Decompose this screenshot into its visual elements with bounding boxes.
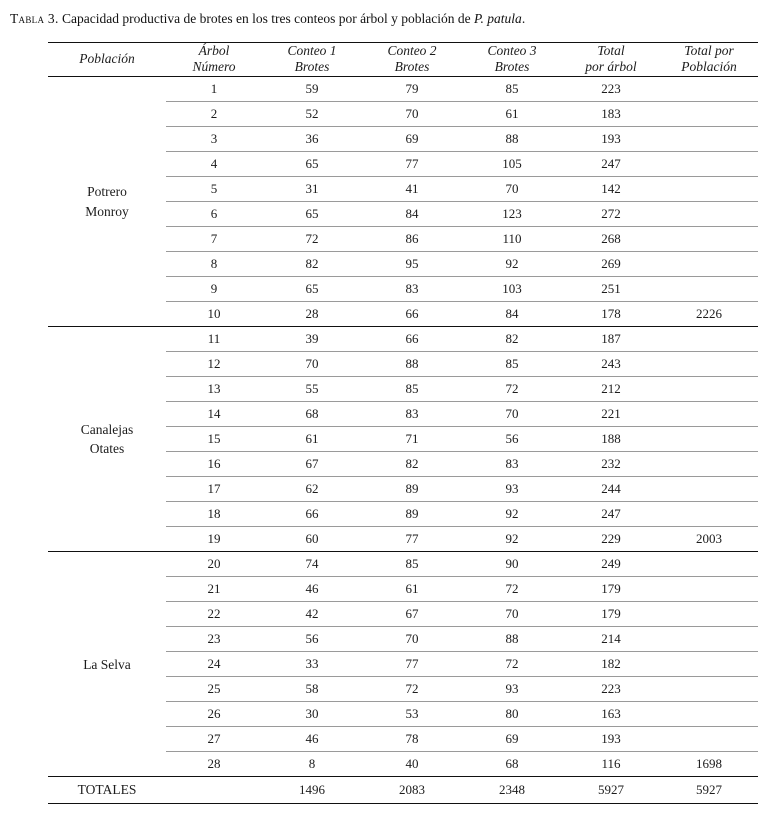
cell-total-poblacion: [660, 327, 758, 352]
cell-conteo1: 36: [262, 127, 362, 152]
cell-total-arbol: 116: [562, 752, 660, 777]
cell-conteo1: 52: [262, 102, 362, 127]
cell-conteo1: 65: [262, 152, 362, 177]
cell-arbol: 6: [166, 202, 262, 227]
population-name-l2: Otates: [89, 441, 125, 457]
cell-total-poblacion: [660, 277, 758, 302]
col-header-conteo1-l1: Conteo 1: [287, 42, 337, 58]
cell-total-arbol: 223: [562, 77, 660, 102]
cell-arbol: 20: [166, 552, 262, 577]
cell-total-poblacion: [660, 177, 758, 202]
table-row: [48, 552, 758, 577]
cell-conteo1: 62: [262, 477, 362, 502]
cell-arbol: 2: [166, 102, 262, 127]
cell-conteo3: 92: [462, 502, 562, 527]
cell-conteo1: 55: [262, 377, 362, 402]
cell-total-arbol: 232: [562, 452, 660, 477]
cell-total-arbol: 188: [562, 427, 660, 452]
col-header-arbol-l2: Número: [192, 59, 236, 75]
cell-total-arbol: 272: [562, 202, 660, 227]
cell-conteo3: 88: [462, 127, 562, 152]
cell-total-poblacion: 2003: [660, 527, 758, 552]
cell-conteo1: 68: [262, 402, 362, 427]
cell-arbol: 12: [166, 352, 262, 377]
population-name-l1: Potrero: [87, 184, 127, 200]
cell-conteo1: 31: [262, 177, 362, 202]
caption-label: Tabla 3.: [10, 11, 59, 26]
cell-arbol: 10: [166, 302, 262, 327]
cell-total-arbol: 179: [562, 602, 660, 627]
cell-conteo3: 72: [462, 377, 562, 402]
table-caption: [0, 10, 765, 28]
population-cell-1: [48, 77, 166, 327]
totals-conteo2: 2083: [362, 777, 462, 804]
cell-conteo3: 93: [462, 677, 562, 702]
cell-conteo2: 78: [362, 727, 462, 752]
cell-total-poblacion: [660, 127, 758, 152]
cell-total-arbol: 212: [562, 377, 660, 402]
caption-text-before: Capacidad productiva de brotes en los tres conteos por árbol y población de: [58, 11, 475, 26]
col-header-conteo1-l2: Brotes: [294, 59, 330, 75]
cell-conteo3: 72: [462, 652, 562, 677]
cell-conteo2: 66: [362, 302, 462, 327]
cell-total-poblacion: [660, 727, 758, 752]
cell-conteo2: 95: [362, 252, 462, 277]
cell-conteo3: 85: [462, 352, 562, 377]
cell-conteo2: 70: [362, 627, 462, 652]
col-header-conteo1: [262, 42, 362, 77]
cell-conteo1: 42: [262, 602, 362, 627]
cell-conteo2: 82: [362, 452, 462, 477]
cell-arbol: 14: [166, 402, 262, 427]
cell-arbol: 11: [166, 327, 262, 352]
cell-total-arbol: 223: [562, 677, 660, 702]
col-header-total-poblacion-l2: Población: [681, 59, 737, 75]
cell-conteo3: 103: [462, 277, 562, 302]
cell-arbol: 9: [166, 277, 262, 302]
cell-arbol: 18: [166, 502, 262, 527]
cell-conteo1: 82: [262, 252, 362, 277]
cell-total-poblacion: [660, 252, 758, 277]
cell-conteo2: 77: [362, 527, 462, 552]
cell-arbol: 27: [166, 727, 262, 752]
cell-arbol: 28: [166, 752, 262, 777]
cell-conteo1: 70: [262, 352, 362, 377]
cell-total-arbol: 193: [562, 127, 660, 152]
cell-conteo2: 85: [362, 552, 462, 577]
cell-total-poblacion: [660, 102, 758, 127]
cell-total-arbol: 163: [562, 702, 660, 727]
cell-arbol: 23: [166, 627, 262, 652]
table-head: [48, 42, 758, 77]
cell-conteo2: 40: [362, 752, 462, 777]
cell-total-poblacion: [660, 552, 758, 577]
cell-conteo2: 86: [362, 227, 462, 252]
cell-conteo3: 70: [462, 177, 562, 202]
cell-conteo3: 93: [462, 477, 562, 502]
col-header-poblacion: [48, 42, 166, 77]
cell-arbol: 21: [166, 577, 262, 602]
cell-conteo3: 85: [462, 77, 562, 102]
cell-total-poblacion: [660, 427, 758, 452]
col-header-total-poblacion-l1: Total por: [684, 42, 734, 58]
col-header-conteo2-l2: Brotes: [394, 59, 430, 75]
cell-total-arbol: 182: [562, 652, 660, 677]
cell-conteo2: 53: [362, 702, 462, 727]
cell-conteo2: 71: [362, 427, 462, 452]
cell-arbol: 22: [166, 602, 262, 627]
cell-arbol: 13: [166, 377, 262, 402]
cell-total-poblacion: [660, 677, 758, 702]
col-header-total-arbol-l1: Total: [597, 42, 625, 58]
cell-conteo3: 72: [462, 577, 562, 602]
cell-conteo2: 61: [362, 577, 462, 602]
cell-conteo3: 70: [462, 602, 562, 627]
cell-total-poblacion: [660, 477, 758, 502]
cell-total-arbol: 183: [562, 102, 660, 127]
cell-conteo2: 70: [362, 102, 462, 127]
cell-total-poblacion: [660, 702, 758, 727]
totals-row: [48, 777, 758, 804]
cell-conteo3: 92: [462, 527, 562, 552]
cell-total-poblacion: [660, 602, 758, 627]
cell-conteo1: 8: [262, 752, 362, 777]
cell-conteo1: 56: [262, 627, 362, 652]
cell-total-poblacion: [660, 377, 758, 402]
cell-conteo1: 59: [262, 77, 362, 102]
cell-total-poblacion: [660, 502, 758, 527]
cell-conteo1: 72: [262, 227, 362, 252]
cell-conteo2: 72: [362, 677, 462, 702]
cell-conteo1: 30: [262, 702, 362, 727]
cell-conteo2: 89: [362, 502, 462, 527]
col-header-total-arbol-l2: por árbol: [585, 59, 637, 75]
cell-total-poblacion: [660, 152, 758, 177]
cell-arbol: 25: [166, 677, 262, 702]
table-body: [48, 77, 758, 804]
cell-arbol: 17: [166, 477, 262, 502]
cell-conteo1: 46: [262, 577, 362, 602]
totals-arbol: [166, 777, 262, 804]
header-row: [48, 42, 758, 77]
cell-conteo2: 84: [362, 202, 462, 227]
cell-total-arbol: 269: [562, 252, 660, 277]
cell-conteo3: 90: [462, 552, 562, 577]
col-header-total-poblacion: [660, 42, 758, 77]
cell-total-poblacion: [660, 652, 758, 677]
caption-species: P. patula: [474, 11, 522, 26]
cell-total-arbol: 244: [562, 477, 660, 502]
cell-total-arbol: 179: [562, 577, 660, 602]
cell-arbol: 24: [166, 652, 262, 677]
cell-conteo3: 110: [462, 227, 562, 252]
cell-conteo2: 85: [362, 377, 462, 402]
col-header-poblacion-l1: Población: [79, 50, 135, 66]
population-cell-3: [48, 552, 166, 777]
cell-total-poblacion: [660, 577, 758, 602]
cell-conteo1: 33: [262, 652, 362, 677]
cell-arbol: 7: [166, 227, 262, 252]
col-header-arbol-l1: Árbol: [198, 42, 230, 58]
population-name-l1: Canalejas: [80, 421, 134, 437]
cell-conteo1: 60: [262, 527, 362, 552]
cell-arbol: 15: [166, 427, 262, 452]
cell-conteo3: 92: [462, 252, 562, 277]
cell-conteo3: 82: [462, 327, 562, 352]
cell-conteo2: 79: [362, 77, 462, 102]
cell-total-arbol: 193: [562, 727, 660, 752]
cell-total-arbol: 214: [562, 627, 660, 652]
cell-conteo2: 89: [362, 477, 462, 502]
cell-conteo3: 56: [462, 427, 562, 452]
cell-total-arbol: 243: [562, 352, 660, 377]
col-header-conteo2: [362, 42, 462, 77]
cell-total-arbol: 142: [562, 177, 660, 202]
cell-conteo2: 67: [362, 602, 462, 627]
cell-arbol: 16: [166, 452, 262, 477]
population-name-l1: La Selva: [83, 656, 131, 672]
cell-total-arbol: 249: [562, 552, 660, 577]
cell-total-poblacion: 2226: [660, 302, 758, 327]
cell-conteo2: 77: [362, 652, 462, 677]
caption-text-after: .: [521, 11, 526, 26]
col-header-conteo3-l2: Brotes: [494, 59, 530, 75]
cell-arbol: 26: [166, 702, 262, 727]
cell-total-arbol: 229: [562, 527, 660, 552]
cell-arbol: 1: [166, 77, 262, 102]
cell-arbol: 19: [166, 527, 262, 552]
cell-conteo1: 66: [262, 502, 362, 527]
cell-total-arbol: 247: [562, 502, 660, 527]
col-header-arbol: [166, 42, 262, 77]
cell-conteo3: 84: [462, 302, 562, 327]
cell-conteo3: 61: [462, 102, 562, 127]
totals-total-poblacion: 5927: [660, 777, 758, 804]
cell-conteo1: 74: [262, 552, 362, 577]
col-header-conteo2-l1: Conteo 2: [387, 42, 437, 58]
cell-conteo2: 83: [362, 277, 462, 302]
cell-total-arbol: 221: [562, 402, 660, 427]
totals-conteo1: 1496: [262, 777, 362, 804]
cell-conteo3: 68: [462, 752, 562, 777]
brotes-table: [48, 42, 758, 805]
cell-total-poblacion: [660, 202, 758, 227]
cell-conteo3: 83: [462, 452, 562, 477]
cell-conteo2: 88: [362, 352, 462, 377]
cell-conteo3: 123: [462, 202, 562, 227]
cell-conteo1: 46: [262, 727, 362, 752]
cell-conteo3: 88: [462, 627, 562, 652]
totals-label: TOTALES: [48, 777, 166, 804]
cell-conteo2: 41: [362, 177, 462, 202]
totals-total-arbol: 5927: [562, 777, 660, 804]
cell-conteo2: 69: [362, 127, 462, 152]
cell-conteo3: 105: [462, 152, 562, 177]
cell-total-arbol: 247: [562, 152, 660, 177]
cell-total-poblacion: [660, 452, 758, 477]
cell-total-arbol: 251: [562, 277, 660, 302]
cell-conteo2: 77: [362, 152, 462, 177]
cell-total-poblacion: [660, 402, 758, 427]
cell-total-arbol: 268: [562, 227, 660, 252]
cell-total-arbol: 178: [562, 302, 660, 327]
cell-conteo1: 28: [262, 302, 362, 327]
cell-total-poblacion: [660, 352, 758, 377]
table-row: [48, 77, 758, 102]
cell-arbol: 8: [166, 252, 262, 277]
cell-conteo1: 58: [262, 677, 362, 702]
cell-total-poblacion: [660, 227, 758, 252]
cell-total-arbol: 187: [562, 327, 660, 352]
cell-conteo1: 67: [262, 452, 362, 477]
cell-total-poblacion: [660, 77, 758, 102]
cell-conteo1: 65: [262, 202, 362, 227]
table-row: [48, 327, 758, 352]
cell-conteo1: 61: [262, 427, 362, 452]
cell-conteo3: 80: [462, 702, 562, 727]
cell-arbol: 5: [166, 177, 262, 202]
cell-conteo2: 66: [362, 327, 462, 352]
totals-conteo3: 2348: [462, 777, 562, 804]
population-cell-2: [48, 327, 166, 552]
col-header-total-arbol: [562, 42, 660, 77]
col-header-conteo3: [462, 42, 562, 77]
cell-arbol: 4: [166, 152, 262, 177]
cell-total-poblacion: [660, 627, 758, 652]
cell-arbol: 3: [166, 127, 262, 152]
cell-conteo1: 65: [262, 277, 362, 302]
cell-total-poblacion: 1698: [660, 752, 758, 777]
col-header-conteo3-l1: Conteo 3: [487, 42, 537, 58]
population-name-l2: Monroy: [85, 203, 129, 219]
cell-conteo2: 83: [362, 402, 462, 427]
cell-conteo3: 69: [462, 727, 562, 752]
cell-conteo1: 39: [262, 327, 362, 352]
cell-conteo3: 70: [462, 402, 562, 427]
